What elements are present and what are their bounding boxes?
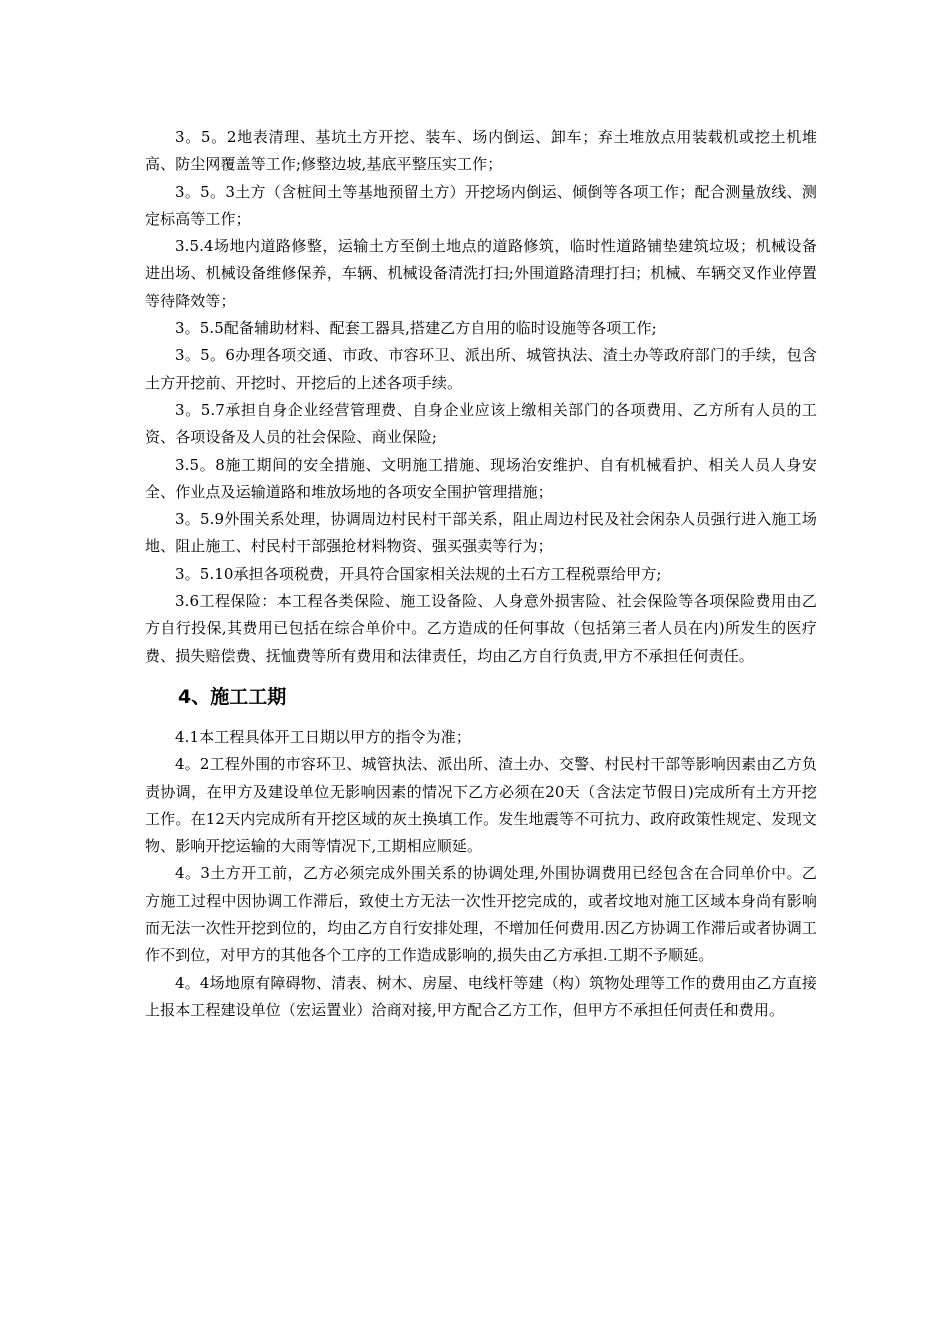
clause-4-1: 4.1本工程具体开工日期以甲方的指令为准； [175, 727, 471, 746]
clause-3-5-7: 3。5.7承担自身企业经营管理费、自身企业应该上缴相关部门的各项费用、乙方所有人员的工资、各项设备及人员的社会保险、商业保险; [145, 400, 817, 447]
clause-3-6: 3.6工程保险：本工程各类保险、施工设备险、人身意外损害险、社会保险等各项保险费用由乙方自行投保,其费用已包括在综合单价中。乙方造成的任何事故（包括第三者人员在内)所发生的医疗费、损失赔偿费、抚恤费等所有费用和法律责任，均由乙方自行负责,甲方不承担任何责任。 [145, 592, 817, 665]
clause-3-5-3: 3。5。3土方（含桩间土等基地预留土方）开挖场内倒运、倾倒等各项工作；配合测量放线、测定标高等工作； [145, 182, 817, 228]
clause-3-5-9: 3。5.9外围关系处理，协调周边村民村干部关系，阻止周边村民及社会闲杂人员强行进入施工场地、阻止施工、村民村干部强抢材料物资、强买强卖等行为； [145, 510, 817, 556]
clause-4-2: 4。2工程外围的市容环卫、城管执法、派出所、渣土办、交警、村民村干部等影响因素由乙方负责协调，在甲方及建设单位无影响因素的情况下乙方必须在20天（含法定节假日)完成所有土方开挖工作。在12天内完成所有开挖区域的灰土换填工作。发生地震等不可抗力、政府政策性规定、发现文物、影响开挖运输的大雨等情况下,工期相应顺延。 [145, 755, 817, 856]
clause-3-5-10: 3。5.10承担各项税费，开具符合国家相关法规的土石方工程税票给甲方; [175, 564, 662, 583]
clause-4-3: 4。3土方开工前，乙方必须完成外围关系的协调处理,外围协调费用已经包含在合同单价中。乙方施工过程中因协调工作滞后，致使土方无法一次性开挖完成的，或者坟地对施工区域本身尚有影响而无法一次性开挖到位的，均由乙方自行安排处理，不增加任何费用.因乙方协调工作滞后或者协调工作不到位，对甲方的其他各个工序的工作造成影响的,损失由乙方承担.工期不予顺延。 [145, 864, 817, 965]
clause-4-4: 4。4场地原有障碍物、清表、树木、房屋、电线杆等建（构）筑物处理等工作的费用由乙方直接上报本工程建设单位（宏运置业）洽商对接,甲方配合乙方工作，但甲方不承担任何责任和费用。 [145, 973, 817, 1019]
clause-3-5-4: 3.5.4场地内道路修整，运输土方至倒土地点的道路修筑，临时性道路铺垫建筑垃圾；机械设备进出场、机械设备维修保养，车辆、机械设备清洗打扫;外围道路清理打扫；机械、车辆交叉作业停置等待降效等； [145, 237, 817, 310]
clause-3-5-8: 3.5。8施工期间的安全措施、文明施工措施、现场治安维护、自有机械看护、相关人员人身安全、作业点及运输道路和堆放场地的各项安全围护管理措施； [145, 455, 817, 501]
section-heading-construction-period: 4、施工工期 [178, 685, 287, 708]
clause-3-5-5: 3。5.5配备辅助材料、配套工器具,搭建乙方自用的临时设施等各项工作; [175, 319, 657, 338]
clause-3-5-2: 3。5。2地表清理、基坑土方开挖、装车、场内倒运、卸车；弃土堆放点用装载机或挖土机堆高、防尘网覆盖等工作;修整边坡,基底平整压实工作； [145, 128, 817, 174]
clause-3-5-6: 3。5。6办理各项交通、市政、市容环卫、派出所、城管执法、渣土办等政府部门的手续，包含土方开挖前、开挖时、开挖后的上述各项手续。 [145, 346, 817, 392]
document-page [145, 124, 817, 1024]
